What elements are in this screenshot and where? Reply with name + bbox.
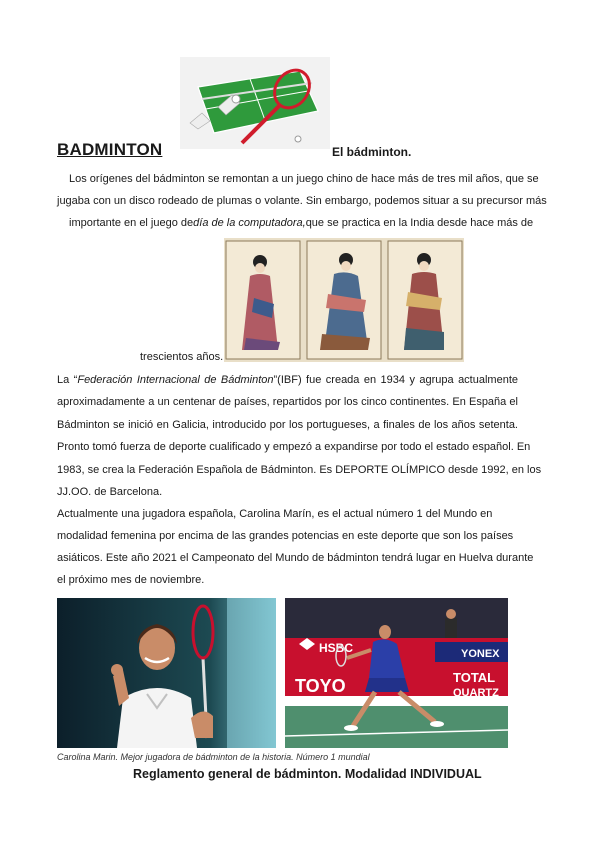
federation-line: JJ.OO. de Barcelona. — [57, 486, 163, 498]
banner-text: TOYO — [295, 676, 346, 696]
federation-line: Pronto tomó fuerza de deporte cualificado y empezó a expandirse por todo el estado español. En — [57, 441, 531, 453]
banner-text: QUARTZ — [453, 687, 499, 699]
geisha-prints-image — [224, 238, 464, 362]
banner-text: HSBC — [319, 641, 354, 655]
federation-line: aproximadamente a un centenar de países, repartidos por los cinco continentes. En España el — [57, 396, 518, 408]
federation-text: La “ — [57, 374, 78, 386]
marin-line: modalidad femenina por encima de las grandes potencias en este deporte que son los países — [57, 530, 514, 542]
federation-line: Bádminton se inició en Galicia, introducido por los portugueses, a finales de los años setenta. — [57, 419, 518, 431]
photo-caption: Carolina Marin. Mejor jugadora de bádminton de la historia. Número 1 mundial — [57, 752, 370, 762]
federation-text: ”(IBF) fue creada en 1934 y agrupa actualmente — [273, 374, 518, 386]
marin-line: el próximo mes de noviembre. — [57, 574, 205, 586]
marin-line: asiáticos. Este año 2021 el Campeonato del Mundo de bádminton tendrá lugar en Huelva durante — [57, 552, 534, 564]
carolina-marin-portrait-photo — [57, 598, 276, 748]
banner-text: YONEX — [461, 648, 500, 660]
intro-line: jugaba con un disco rodeado de plumas o volante. Sin embargo, podemos situar a su precursor más — [57, 195, 547, 207]
rules-section-title: Reglamento general de bádminton. Modalidad INDIVIDUAL — [133, 767, 482, 781]
federation-line — [57, 369, 518, 391]
intro-emphasis: día de la computadora, — [193, 217, 306, 229]
banner-text: TOTAL — [453, 670, 496, 685]
carolina-marin-match-photo — [285, 598, 508, 748]
intro-text: importante en el juego de — [69, 217, 194, 229]
marin-line: Actualmente una jugadora española, Carolina Marín, es el actual número 1 del Mundo en — [57, 508, 493, 520]
federation-line: 1983, se crea la Federación Española de Bádminton. Es DEPORTE OLÍMPICO desde 1992, en los — [57, 464, 542, 476]
intro-line: Los orígenes del bádminton se remontan a un juego chino de hace más de tres mil años, que se — [69, 173, 539, 185]
document-title: BADMINTON — [57, 140, 163, 159]
document-subtitle: El bádminton. — [332, 145, 412, 159]
badminton-court-illustration — [180, 57, 330, 149]
intro-line: trescientos años. — [140, 351, 224, 363]
intro-line — [69, 212, 533, 234]
intro-text: que se practica en la India desde hace más de — [305, 217, 534, 229]
federation-emphasis: Federación Internacional de Bádminton — [77, 374, 274, 386]
